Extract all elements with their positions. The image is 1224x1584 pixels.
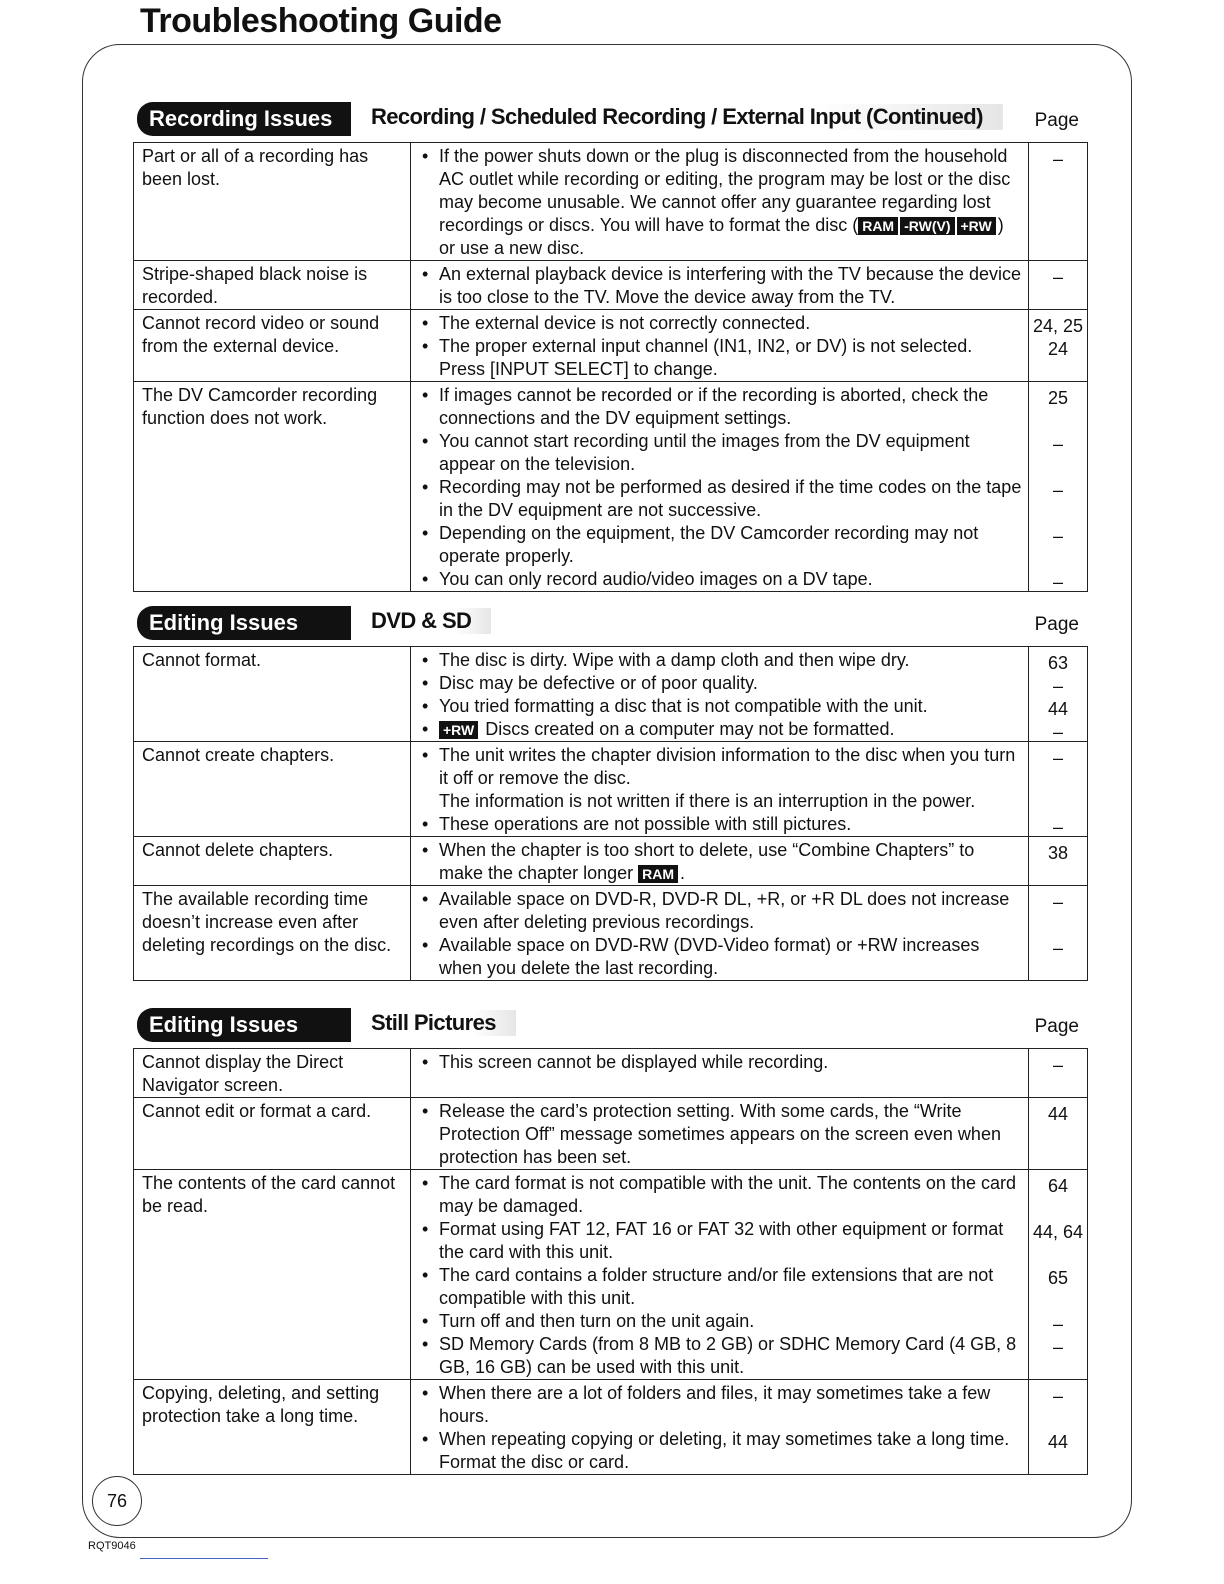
page-ref-cell	[1029, 261, 1088, 310]
section-badge: Recording Issues	[137, 102, 351, 136]
page-ref: 24, 25	[1032, 315, 1084, 336]
solution-text: Available space on DVD-R, DVD-R DL, +R, or +R DL does not increase even after deleting previous recordings.	[439, 889, 1010, 932]
page-ref-cell	[1029, 1098, 1088, 1170]
solution-cell	[411, 1098, 1029, 1170]
solution-item	[419, 718, 1022, 741]
page-ref-cell	[1029, 1170, 1088, 1380]
table-row	[134, 1098, 1088, 1170]
page-ref: 44	[1047, 1103, 1069, 1124]
solution-text: You can only record audio/video images on a DV tape.	[439, 569, 873, 589]
solution-item	[419, 934, 1022, 980]
section-subtitle: DVD & SD	[371, 608, 491, 634]
solution-text: Disc may be defective or of poor quality.	[439, 673, 758, 693]
page-ref-cell	[1029, 1049, 1088, 1098]
solution-text: Turn off and then turn on the unit again.	[439, 1311, 755, 1331]
solution-text: If the power shuts down or the plug is disconnected from the household AC outlet while recording or editing, the program may be lost or the disc may become unusable. We cannot offer any guarantee regarding lost recordings or discs. You will have to format the disc	[439, 146, 1011, 235]
problem-text: Cannot record video or sound from the external device.	[142, 313, 380, 356]
solution-item	[419, 335, 1022, 381]
solution-text: When there are a lot of folders and files, it may sometimes take a few hours.	[439, 1383, 991, 1426]
problem-cell	[134, 742, 411, 837]
footer-rule	[140, 1558, 268, 1559]
page-ref: –	[1052, 266, 1063, 287]
solution-item	[419, 1172, 1022, 1218]
problem-text: Part or all of a recording has been lost.	[142, 146, 369, 189]
problem-cell	[134, 837, 411, 886]
page-ref-cell	[1029, 886, 1088, 981]
table-row	[134, 1380, 1088, 1475]
solution-item	[419, 1310, 1022, 1333]
section-editing-dvd-sd	[133, 600, 1093, 981]
page-ref: 38	[1047, 842, 1069, 863]
page-ref: –	[1052, 891, 1063, 912]
disc-type-tag: +RW	[957, 217, 996, 235]
section-header	[133, 96, 1093, 136]
section-recording-issues	[133, 96, 1093, 592]
table-row	[134, 382, 1088, 592]
page-ref: –	[1052, 1313, 1063, 1334]
problem-cell	[134, 1170, 411, 1380]
page-ref-cell	[1029, 310, 1088, 382]
solution-text: The card format is not compatible with the unit. The contents on the card may be damaged.	[439, 1173, 1016, 1216]
page-ref: 64	[1047, 1175, 1069, 1196]
solution-item	[419, 522, 1022, 568]
disc-type-tag: -RW(V)	[900, 217, 954, 235]
section-badge: Editing Issues	[137, 1008, 351, 1042]
solution-item	[419, 744, 1022, 813]
solution-item	[419, 888, 1022, 934]
solution-text: Available space on DVD-RW (DVD-Video format) or +RW increases when you delete the last recording.	[439, 935, 980, 978]
page-ref-cell	[1029, 742, 1088, 837]
solution-text: The external device is not correctly connected.	[439, 313, 811, 333]
page-ref: –	[1052, 571, 1063, 592]
solution-text: If images cannot be recorded or if the recording is aborted, check the connections and the DV equipment settings.	[439, 385, 989, 428]
page-ref: 44, 64	[1032, 1221, 1084, 1242]
problem-text: Cannot edit or format a card.	[142, 1101, 372, 1121]
solution-text: The proper external input channel (IN1, IN2, or DV) is not selected. Press [INPUT SELECT] to change.	[439, 336, 973, 379]
solution-text: You tried formatting a disc that is not compatible with the unit.	[439, 696, 928, 716]
page-ref: 65	[1047, 1267, 1069, 1288]
solution-extra-text: The information is not written if there is an interruption in the power.	[439, 791, 976, 811]
solution-text: An external playback device is interfering with the TV because the device is too close to the TV. Move the device away from the TV.	[439, 264, 1021, 307]
solution-item	[419, 568, 1022, 591]
solution-cell	[411, 647, 1029, 742]
solution-text: The disc is dirty. Wipe with a damp cloth and then wipe dry.	[439, 650, 910, 670]
page-ref: –	[1052, 721, 1063, 742]
solution-item	[419, 672, 1022, 695]
solution-item	[419, 1333, 1022, 1379]
table-row	[134, 742, 1088, 837]
disc-type-tag: RAM	[638, 865, 678, 883]
problem-cell	[134, 382, 411, 592]
page-ref: 44	[1047, 698, 1069, 719]
solution-text: Release the card’s protection setting. With some cards, the “Write Protection Off” message sometimes appears on the screen even when protection has been set.	[439, 1101, 1001, 1167]
solution-cell	[411, 382, 1029, 592]
page-ref: –	[1052, 816, 1063, 837]
page-ref: 25	[1047, 387, 1069, 408]
problem-cell	[134, 1380, 411, 1475]
problem-text: The contents of the card cannot be read.	[142, 1173, 396, 1216]
problem-text: Copying, deleting, and setting protection take a long time.	[142, 1383, 380, 1426]
solution-item	[419, 312, 1022, 335]
solution-item	[419, 695, 1022, 718]
page-ref: –	[1052, 1385, 1063, 1406]
page-ref: –	[1052, 1054, 1063, 1075]
disc-type-tag: RAM	[858, 217, 898, 235]
troubleshooting-table	[133, 142, 1088, 592]
page-ref: –	[1052, 675, 1063, 696]
section-header	[133, 600, 1093, 640]
solution-text: When repeating copying or deleting, it may sometimes take a long time. Format the disc or card.	[439, 1429, 1010, 1472]
section-header	[133, 1002, 1093, 1042]
solution-text: Format using FAT 12, FAT 16 or FAT 32 with other equipment or format the card with this unit.	[439, 1219, 1004, 1262]
table-row	[134, 647, 1088, 742]
table-row	[134, 837, 1088, 886]
problem-text: The DV Camcorder recording function does not work.	[142, 385, 378, 428]
problem-cell	[134, 647, 411, 742]
problem-cell	[134, 1049, 411, 1098]
page-ref: –	[1052, 1336, 1063, 1357]
solution-item	[419, 1264, 1022, 1310]
solution-item	[419, 1218, 1022, 1264]
page-ref: 63	[1047, 652, 1069, 673]
problem-cell	[134, 886, 411, 981]
problem-cell	[134, 143, 411, 261]
solution-text: When the chapter is too short to delete, use “Combine Chapters” to make the chapter longer	[439, 840, 975, 883]
table-row	[134, 143, 1088, 261]
solution-text: SD Memory Cards (from 8 MB to 2 GB) or SDHC Memory Card (4 GB, 8 GB, 16 GB) can be used with this unit.	[439, 1334, 1017, 1377]
section-subtitle: Still Pictures	[371, 1010, 516, 1036]
page-ref: –	[1052, 525, 1063, 546]
section-badge: Editing Issues	[137, 606, 351, 640]
solution-text: The card contains a folder structure and/or file extensions that are not compatible with this unit.	[439, 1265, 994, 1308]
page-ref: –	[1052, 479, 1063, 500]
solution-cell	[411, 886, 1029, 981]
solution-text: These operations are not possible with still pictures.	[439, 814, 852, 834]
solution-text-after: .	[680, 863, 686, 883]
solution-item	[419, 476, 1022, 522]
table-row	[134, 1049, 1088, 1098]
solution-cell	[411, 837, 1029, 886]
solution-item	[419, 430, 1022, 476]
problem-cell	[134, 261, 411, 310]
page-ref: –	[1052, 937, 1063, 958]
solution-item	[419, 649, 1022, 672]
problem-cell	[134, 310, 411, 382]
problem-text: Stripe-shaped black noise is recorded.	[142, 264, 368, 307]
solution-text: Recording may not be performed as desired if the time codes on the tape in the DV equipment are not successive.	[439, 477, 1022, 520]
problem-text: Cannot create chapters.	[142, 745, 335, 765]
page-ref: 24	[1047, 338, 1069, 359]
solution-item	[419, 839, 1022, 885]
solution-cell	[411, 1049, 1029, 1098]
section-editing-still-pictures	[133, 1002, 1093, 1475]
solution-item	[419, 263, 1022, 309]
solution-item	[419, 1051, 1022, 1074]
solution-cell	[411, 742, 1029, 837]
problem-text: Cannot format.	[142, 650, 262, 670]
page-ref: –	[1052, 148, 1063, 169]
solution-item	[419, 1382, 1022, 1428]
solution-item	[419, 813, 1022, 836]
table-row	[134, 886, 1088, 981]
solution-cell	[411, 261, 1029, 310]
table-row	[134, 310, 1088, 382]
page-ref-cell	[1029, 143, 1088, 261]
page-title: Troubleshooting Guide	[140, 2, 502, 40]
page-ref: 44	[1047, 1431, 1069, 1452]
page-column-label: Page	[1034, 614, 1079, 635]
solution-cell	[411, 1170, 1029, 1380]
solution-item: • If the power shuts down or the plug is disconnected from the household AC outlet while recording or editing, the program may be lost or the disc may become unusable. We cannot offer any guarantee regarding lost recordings or discs. You will have to format the disc ( RAM -RW(V) +RW ) or use a new disc.	[419, 145, 1022, 260]
page-ref-cell	[1029, 382, 1088, 592]
solution-cell	[411, 310, 1029, 382]
page-ref-cell	[1029, 837, 1088, 886]
solution-text: Depending on the equipment, the DV Camcorder recording may not operate properly.	[439, 523, 979, 566]
troubleshooting-table	[133, 646, 1088, 981]
troubleshooting-table	[133, 1048, 1088, 1475]
solution-text: You cannot start recording until the images from the DV equipment appear on the television.	[439, 431, 970, 474]
page-column-label: Page	[1034, 110, 1079, 131]
section-subtitle: Recording / Scheduled Recording / External Input (Continued)	[371, 104, 1003, 130]
page-ref: –	[1052, 433, 1063, 454]
problem-text: The available recording time doesn’t increase even after deleting recordings on the disc.	[142, 889, 392, 955]
page-number: 76	[92, 1476, 142, 1526]
problem-text: Cannot display the Direct Navigator screen.	[142, 1052, 344, 1095]
problem-text: Cannot delete chapters.	[142, 840, 334, 860]
table-row	[134, 1170, 1088, 1380]
page-ref-cell	[1029, 647, 1088, 742]
table-row	[134, 261, 1088, 310]
problem-cell	[134, 1098, 411, 1170]
page-ref: –	[1052, 747, 1063, 768]
solution-item	[419, 384, 1022, 430]
solution-text: The unit writes the chapter division information to the disc when you turn it off or remove the disc.	[439, 745, 1016, 788]
solution-item	[419, 1428, 1022, 1474]
doc-code: RQT9046	[88, 1540, 136, 1552]
page-ref-cell	[1029, 1380, 1088, 1475]
solution-text: Discs created on a computer may not be formatted.	[485, 719, 895, 739]
solution-item	[419, 1100, 1022, 1169]
solution-text: This screen cannot be displayed while recording.	[439, 1052, 829, 1072]
disc-type-tag: +RW	[439, 721, 478, 739]
solution-cell	[411, 143, 1029, 261]
solution-text-after: or use a new disc.	[439, 238, 585, 258]
page-column-label: Page	[1034, 1016, 1079, 1037]
solution-cell	[411, 1380, 1029, 1475]
